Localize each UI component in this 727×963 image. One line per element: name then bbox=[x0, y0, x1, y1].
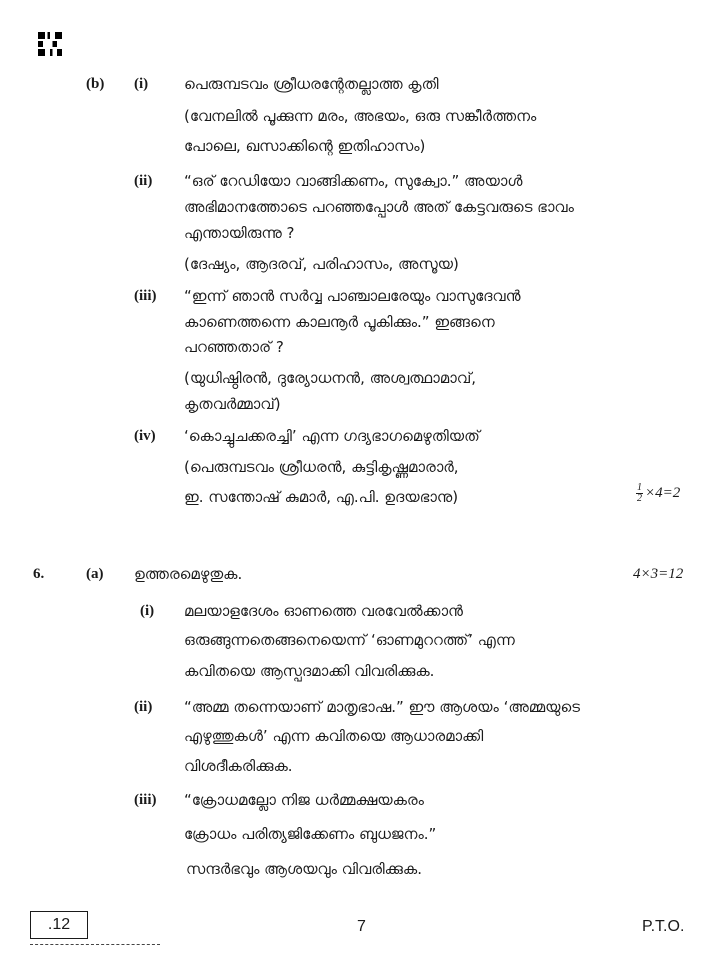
footer-divider bbox=[30, 944, 160, 945]
q5b-iv-number: (iv) bbox=[134, 428, 156, 444]
q5b-iii-line: (യുധിഷ്ഠിരൻ, ദുര്യോധനൻ, അശ്വത്ഥാമാവ്, bbox=[184, 369, 477, 387]
q6-instruction: ഉത്തരമെഴുതുക. bbox=[134, 565, 243, 583]
q5b-iv-line: ‘കൊച്ചുചക്കരച്ചി’ എന്ന ഗദ്യഭാഗമെഴുതിയത് bbox=[184, 427, 480, 445]
q6-i-line: കവിതയെ ആസ്പദമാക്കി വിവരിക്കുക. bbox=[184, 662, 435, 680]
fraction bbox=[636, 483, 643, 504]
q5b-iii-line: കാണെത്തന്നെ കാലനൂർ പൂകിക്കും.” ഇങ്ങനെ bbox=[184, 313, 495, 331]
q6-iii-line: “ക്രോധമല്ലോ നിജ ധർമ്മക്ഷയകരം bbox=[184, 791, 424, 809]
page-number: 7 bbox=[357, 918, 366, 935]
q5b-iii-line: പറഞ്ഞതാര് ? bbox=[184, 338, 284, 356]
q6-iii-line: സന്ദർഭവും ആശയവും വിവരിക്കുക. bbox=[186, 860, 422, 878]
q5b-iii-number: (iii) bbox=[134, 288, 157, 304]
paper-code-box: .12 bbox=[30, 911, 88, 939]
q5b-ii-line: എന്തായിരുന്നു ? bbox=[184, 224, 295, 242]
q6-ii-line: വിശദീകരിക്കുക. bbox=[184, 757, 293, 775]
q6-marks: 4×3=12 bbox=[633, 566, 684, 582]
q5b-iii-line: കൃതവർമ്മാവ്) bbox=[184, 395, 281, 413]
q5b-i-number: (i) bbox=[134, 76, 149, 92]
q5b-ii-line: അഭിമാനത്തോടെ പറഞ്ഞപ്പോൾ അത് കേട്ടവരുടെ ഭാവം bbox=[184, 198, 574, 216]
qr-code-icon bbox=[38, 32, 62, 56]
q5b-i-line: പെരുമ്പടവം ശ്രീധരന്റേതല്ലാത്ത കൃതി bbox=[184, 75, 439, 93]
q5b-marks-rest: ×4=2 bbox=[645, 484, 681, 501]
fraction-numerator: 1 bbox=[637, 482, 642, 493]
q5b-ii-line: (ദേഷ്യം, ആദരവ്, പരിഹാസം, അസൂയ) bbox=[184, 255, 459, 273]
q5b-ii-line: “ഒര് റേഡിയോ വാങ്ങിക്കണം, സുക്വോ.” അയാൾ bbox=[184, 172, 523, 190]
q6-iii-number: (iii) bbox=[134, 792, 157, 808]
q5b-marks bbox=[636, 483, 680, 504]
q6-ii-line: “അമ്മ തന്നെയാണ് മാതൃഭാഷ.” ഈ ആശയം ‘അമ്മയുടെ bbox=[184, 698, 581, 716]
q6-label: 6. bbox=[33, 566, 45, 582]
q5b-label: (b) bbox=[86, 76, 105, 92]
q6-iii-line: ക്രോധം പരിത്യജിക്കേണം ബുധജനം.” bbox=[184, 825, 437, 843]
q5b-i-line: (വേനലിൽ പൂക്കുന്ന മരം, അഭയം, ഒരു സങ്കീർത്തനം bbox=[184, 107, 537, 125]
q5b-iv-line: ഇ. സന്തോഷ് കുമാർ, എ.പി. ഉദയഭാനു) bbox=[184, 488, 459, 506]
q6-ii-number: (ii) bbox=[134, 699, 153, 715]
q6a-label: (a) bbox=[86, 566, 104, 582]
q5b-iii-line: “ഇന്ന് ഞാൻ സർവ്വ പാഞ്ചാലരേയും വാസുദേവൻ bbox=[184, 287, 521, 305]
q5b-ii-number: (ii) bbox=[134, 173, 153, 189]
q6-i-line: മലയാളദേശം ഓണത്തെ വരവേൽക്കാൻ bbox=[184, 602, 463, 620]
q5b-iv-line: (പെരുമ്പടവം ശ്രീധരൻ, കുട്ടികൃഷ്ണമാരാർ, bbox=[184, 458, 459, 476]
pto-label: P.T.O. bbox=[642, 918, 685, 935]
q6-ii-line: എഴുത്തുകൾ’ എന്ന കവിതയെ ആധാരമാക്കി bbox=[184, 727, 484, 745]
q5b-i-line: പോലെ, ഖസാക്കിന്റെ ഇതിഹാസം) bbox=[184, 137, 426, 155]
fraction-denominator: 2 bbox=[637, 493, 642, 504]
q6-i-number: (i) bbox=[140, 603, 155, 619]
q6-i-line: ഒരുങ്ങുന്നതെങ്ങനെയെന്ന് ‘ഓണമുററത്ത്’ എന്ന bbox=[184, 631, 515, 649]
